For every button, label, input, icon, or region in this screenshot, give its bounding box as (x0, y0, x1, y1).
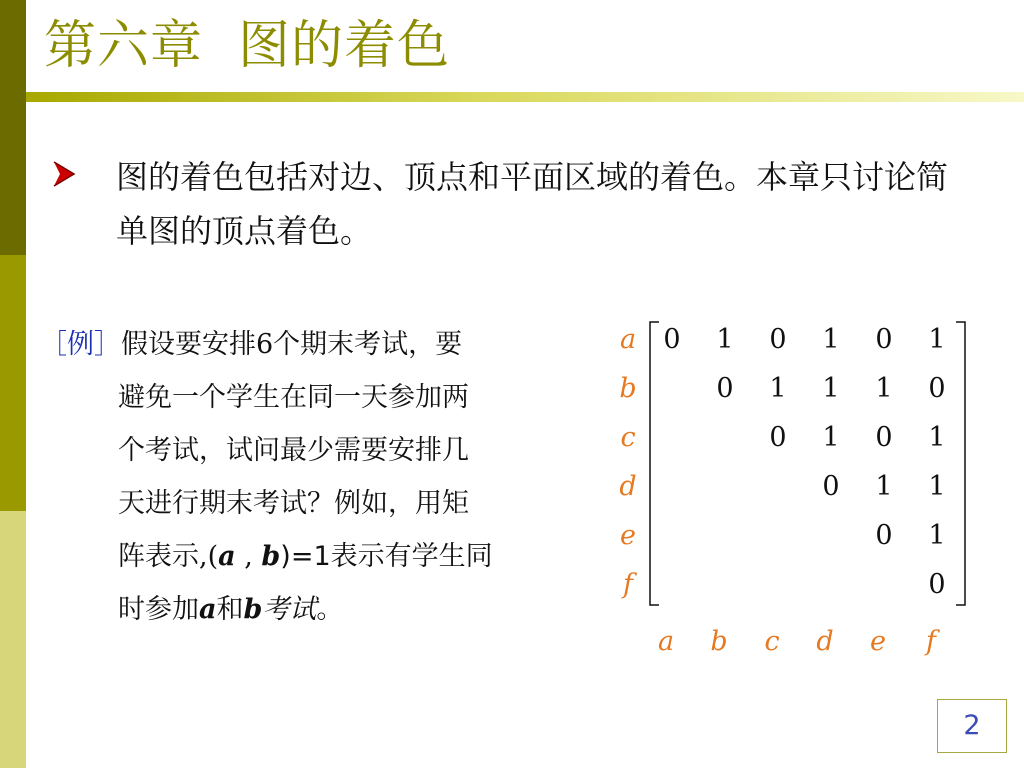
matrix-cell-f-f: 0 (928, 569, 946, 600)
matrix-row-label-a: a (619, 324, 637, 355)
example-line-2: 避免一个学生在同一天参加两 (118, 382, 469, 413)
left-band-light (0, 511, 26, 768)
arrow-bullet-icon (52, 154, 76, 194)
matrix-cell-a-d: 1 (822, 324, 840, 355)
example-line-6 (40, 583, 580, 636)
matrix-cell-c-e: 0 (875, 422, 893, 453)
adjacency-matrix (600, 300, 980, 660)
matrix-row-label-e: e (620, 520, 636, 551)
matrix-row-label-f: f (623, 569, 633, 600)
matrix-cell-d-d: 0 (822, 471, 840, 502)
matrix-col-label-c: c (764, 626, 780, 657)
example-line-5-g: 表示有学生同 (330, 541, 493, 572)
matrix-cell-b-f: 0 (928, 373, 946, 404)
matrix-cell-c-d: 1 (822, 422, 840, 453)
matrix-row-label-d: d (619, 471, 637, 502)
example-line-4: 天进行期末考试？例如，用矩 (118, 488, 469, 519)
matrix-cell-b-c: 1 (769, 373, 787, 404)
page-number: 2 (937, 699, 1007, 753)
example-line-5-d: , (235, 541, 262, 572)
example-var-b: b (261, 541, 281, 572)
example-line-5-f: )=1 (280, 541, 331, 572)
example-line-6-e: 考试 (262, 594, 317, 625)
matrix-cell-a-c: 0 (769, 324, 787, 355)
example-tag: ［例］ (40, 329, 121, 360)
matrix-col-label-a: a (657, 626, 675, 657)
title-underline (26, 92, 1024, 102)
example-first-line (40, 318, 580, 371)
left-band-mid (0, 255, 26, 511)
matrix-row-label-b: b (619, 373, 637, 404)
example-var-a: a (218, 541, 236, 572)
example-block (40, 318, 580, 636)
matrix-row-label-c: c (620, 422, 636, 453)
matrix-cell-d-e: 1 (875, 471, 893, 502)
matrix-left-bracket (650, 322, 659, 605)
matrix-cell-b-d: 1 (822, 373, 840, 404)
matrix-cell-e-f: 1 (928, 520, 946, 551)
matrix-cell-c-f: 1 (928, 422, 946, 453)
example-line-5-b: ( (207, 541, 219, 572)
matrix-col-label-e: e (870, 626, 886, 657)
matrix-col-label-f: f (926, 626, 936, 657)
bullet-paragraph: 图的着色包括对边、顶点和平面区域的着色。本章只讨论简单图的顶点着色。 (116, 158, 949, 250)
matrix-cell-a-e: 0 (875, 324, 893, 355)
example-line-6-a: 时参加 (118, 594, 199, 625)
matrix-right-bracket (956, 322, 965, 605)
example-var-a-2: a (199, 594, 217, 625)
matrix-cell-a-f: 1 (928, 324, 946, 355)
matrix-cell-c-c: 0 (769, 422, 787, 453)
matrix-cell-a-a: 0 (663, 324, 681, 355)
matrix-col-label-d: d (816, 626, 834, 657)
example-line-5 (40, 530, 580, 583)
matrix-cell-b-b: 0 (716, 373, 734, 404)
example-line-5-a: 阵表示, (118, 541, 208, 572)
left-band-dark (0, 0, 26, 255)
example-var-b-2: b (243, 594, 263, 625)
matrix-cell-a-b: 1 (716, 324, 734, 355)
example-line-6-c: 和 (216, 594, 244, 625)
matrix-cell-e-e: 0 (875, 520, 893, 551)
matrix-cell-d-f: 1 (928, 471, 946, 502)
example-line-3: 个考试，试问最少需要安排几 (118, 435, 469, 466)
slide-title: 第六章 图的着色 (44, 16, 451, 76)
example-line-1: 假设要安排6个期末考试，要 (121, 329, 463, 360)
example-line-6-f: 。 (316, 594, 344, 625)
matrix-col-label-b: b (710, 626, 728, 657)
matrix-cell-b-e: 1 (875, 373, 893, 404)
